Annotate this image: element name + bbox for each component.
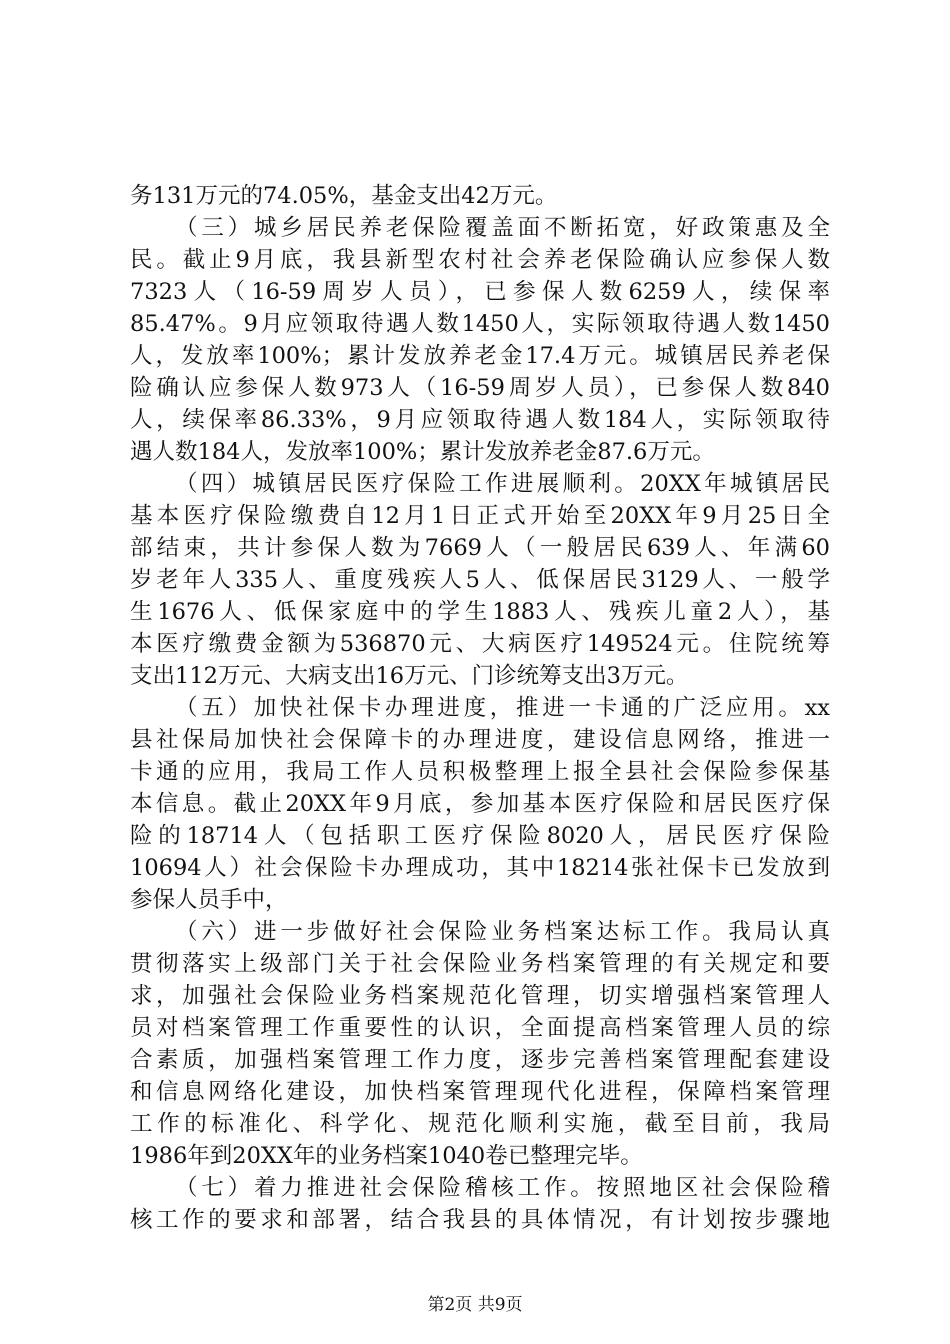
text-line: 参保人员手中， <box>130 887 288 913</box>
paragraph-heading-6: （六）进一步做好社会保险业务档案达标工作。我局认真 <box>175 919 830 945</box>
text-line: 10694人）社会保险卡办理成功，其中18214张社保卡已发放到 <box>130 855 830 881</box>
text-line: 7323人（16-59周岁人员），已参保人数6259人，续保率 <box>130 279 830 305</box>
paragraph-heading-7: （七）着力推进社会保险稽核工作。按照地区社会保险稽 <box>175 1175 830 1201</box>
text-line: 务131万元的74.05%，基金支出42万元。 <box>130 183 558 209</box>
text-line: 县社保局加快社会保障卡的办理进度，建设信息网络，推进一 <box>130 727 830 753</box>
text-line: 本信息。截止20XX年9月底，参加基本医疗保险和居民医疗保 <box>130 791 830 817</box>
text-line: 生1676人、低保家庭中的学生1883人、残疾儿童2人），基 <box>130 599 830 625</box>
text-line: 合素质，加强档案管理工作力度，逐步完善档案管理配套建设 <box>130 1047 830 1073</box>
text-line: 求，加强社会保险业务档案规范化管理，切实增强档案管理人 <box>130 983 830 1009</box>
text-line: 员对档案管理工作重要性的认识，全面提高档案管理人员的综 <box>130 1015 830 1041</box>
text-line: 1986年到20XX年的业务档案1040卷已整理完毕。 <box>130 1143 643 1169</box>
text-line: 和信息网络化建设，加快档案管理现代化进程，保障档案管理 <box>130 1079 830 1105</box>
text-line: 部结束，共计参保人数为7669人（一般居民639人、年满60 <box>130 535 830 561</box>
page-footer: 第2页 共9页 <box>427 1295 523 1315</box>
text-line: 民。截止9月底，我县新型农村社会养老保险确认应参保人数 <box>130 247 830 273</box>
paragraph-heading-4: （四）城镇居民医疗保险工作进展顺利。20XX年城镇居民 <box>175 471 830 497</box>
paragraph-heading-5: （五）加快社保卡办理进度，推进一卡通的广泛应用。xx <box>175 695 830 721</box>
text-line: 支出112万元、大病支出16万元、门诊统筹支出3万元。 <box>130 663 689 689</box>
text-line: 工作的标准化、科学化、规范化顺利实施，截至目前，我局 <box>130 1111 830 1137</box>
text-line: 本医疗缴费金额为536870元、大病医疗149524元。住院统筹 <box>130 631 830 657</box>
text-line: 卡通的应用，我局工作人员积极整理上报全县社会保险参保基 <box>130 759 830 785</box>
text-line: 人，续保率86.33%，9月应领取待遇人数184人，实际领取待 <box>130 407 830 433</box>
text-line: 基本医疗保险缴费自12月1日正式开始至20XX年9月25日全 <box>130 503 830 529</box>
paragraph-heading-3: （三）城乡居民养老保险覆盖面不断拓宽，好政策惠及全 <box>175 215 830 241</box>
text-line: 岁老年人335人、重度残疾人5人、低保居民3129人、一般学 <box>130 567 830 593</box>
text-line: 贯彻落实上级部门关于社会保险业务档案管理的有关规定和要 <box>130 951 830 977</box>
text-line: 人，发放率100%；累计发放养老金17.4万元。城镇居民养老保 <box>130 343 830 369</box>
text-line: 险确认应参保人数973人（16-59周岁人员），已参保人数840 <box>130 375 830 401</box>
text-line: 核工作的要求和部署，结合我县的具体情况，有计划按步骤地 <box>130 1207 830 1233</box>
text-line: 险的18714人（包括职工医疗保险8020人，居民医疗保险 <box>130 823 830 849</box>
text-line: 85.47%。9月应领取待遇人数1450人，实际领取待遇人数1450 <box>130 311 830 337</box>
text-line: 遇人数184人，发放率100%；累计发放养老金87.6万元。 <box>130 439 715 465</box>
